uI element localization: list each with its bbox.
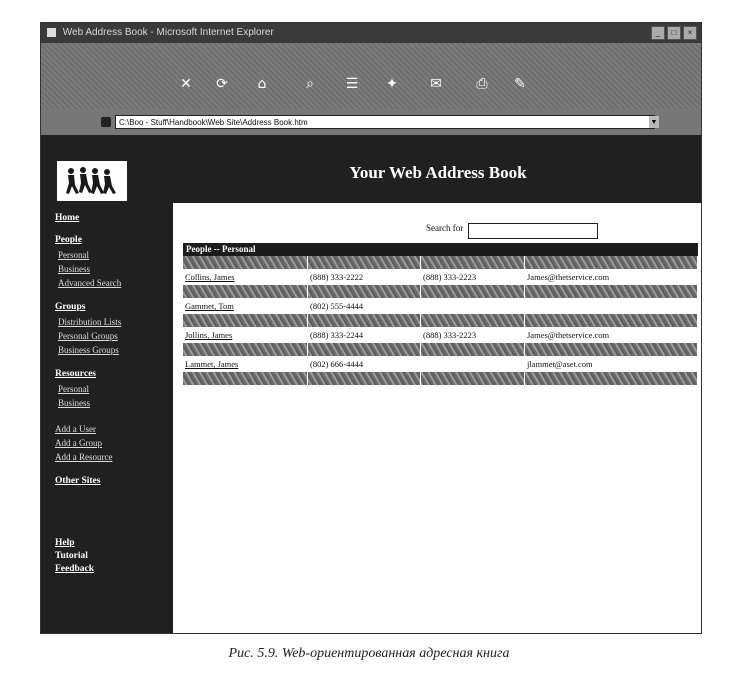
email-cell	[525, 343, 698, 356]
maximize-button[interactable]: □	[667, 26, 681, 40]
sidebar-item-business-groups[interactable]: Business Groups	[58, 345, 119, 355]
ie-app-icon	[47, 28, 56, 37]
contact-name-cell	[183, 372, 308, 385]
phone-1-cell: (888) 333-2244	[310, 330, 364, 340]
contact-name-cell[interactable]: Collins, James	[185, 272, 235, 282]
logo	[57, 161, 127, 201]
phone-1-cell: (802) 666-4444	[310, 359, 364, 369]
phone-2-cell: (888) 333-2223	[423, 330, 477, 340]
favorites-icon[interactable]: ☰	[345, 76, 359, 92]
sidebar-feedback-link[interactable]: Feedback	[55, 564, 95, 574]
phone-2-cell	[421, 285, 525, 298]
table-row	[183, 343, 698, 356]
contact-name-cell	[183, 314, 308, 327]
contact-name-cell[interactable]: Lammet, James	[185, 359, 239, 369]
phone-1-cell	[308, 314, 421, 327]
print-icon[interactable]: ⎙	[476, 76, 488, 92]
home-icon[interactable]: ⌂	[257, 76, 267, 92]
phone-1-cell	[308, 343, 421, 356]
phone-2-cell	[421, 314, 525, 327]
phone-1-cell	[308, 285, 421, 298]
sidebar-item-add-user[interactable]: Add a User	[55, 424, 96, 434]
close-button[interactable]: ×	[683, 26, 697, 40]
phone-2-cell	[421, 372, 525, 385]
email-cell	[525, 314, 698, 327]
email-cell	[525, 256, 698, 269]
history-icon[interactable]: ✦	[386, 76, 398, 92]
phone-1-cell: (888) 333-2222	[310, 272, 364, 282]
stop-icon[interactable]: ✕	[180, 76, 192, 92]
sidebar-item-resources-personal[interactable]: Personal	[58, 384, 89, 394]
sidebar-item-people-business[interactable]: Business	[58, 264, 91, 274]
table-body	[183, 256, 698, 385]
sidebar-item-add-resource[interactable]: Add a Resource	[55, 452, 113, 462]
table-row	[183, 256, 698, 269]
window-title: Web Address Book - Microsoft Internet Explorer	[62, 27, 274, 38]
sidebar-home-link[interactable]: Home	[55, 213, 80, 223]
window-controls	[651, 26, 697, 40]
sidebar-help-link[interactable]: Help	[55, 538, 75, 548]
search-box	[426, 223, 598, 239]
contact-name-cell[interactable]: Gammet, Tom	[185, 301, 234, 311]
browser-toolbar	[41, 43, 701, 109]
email-cell	[525, 372, 698, 385]
search-label: Search for	[426, 223, 464, 234]
browser-window	[40, 22, 702, 634]
contact-name-cell[interactable]: Jollins, James	[185, 330, 233, 340]
contact-name-cell	[183, 343, 308, 356]
page-icon	[101, 117, 111, 127]
sidebar-nav	[55, 213, 165, 586]
address-input[interactable]: C:\Boo - Stuff\Handbook\Web Site\Address Book.htm	[115, 115, 655, 129]
phone-1-cell	[308, 372, 421, 385]
address-bar	[41, 109, 701, 135]
table-row	[183, 327, 698, 343]
table-title: People -- Personal	[183, 243, 698, 256]
table-row	[183, 298, 698, 314]
window-titlebar	[41, 23, 701, 43]
sidebar-item-add-group[interactable]: Add a Group	[55, 438, 102, 448]
chevron-down-icon[interactable]: ▼	[650, 118, 658, 126]
phone-1-cell	[308, 256, 421, 269]
minimize-button[interactable]: _	[651, 26, 665, 40]
page-title: Your Web Address Book	[349, 163, 527, 182]
search-input[interactable]	[468, 223, 598, 239]
people-table	[183, 243, 698, 385]
sidebar-item-advanced-search[interactable]: Advanced Search	[58, 278, 122, 288]
sidebar-tutorial-link[interactable]: Tutorial	[55, 551, 88, 561]
sidebar-item-people-personal[interactable]: Personal	[58, 250, 89, 260]
runners-logo-icon	[57, 161, 127, 201]
sidebar-people-heading[interactable]: People	[55, 235, 82, 245]
phone-2-cell	[421, 256, 525, 269]
sidebar-groups-heading[interactable]: Groups	[55, 302, 86, 312]
email-cell: jlammet@aset.com	[527, 359, 593, 369]
phone-2-cell: (888) 333-2223	[423, 272, 477, 282]
table-row	[183, 269, 698, 285]
edit-icon[interactable]: ✎	[514, 76, 526, 92]
refresh-icon[interactable]: ⟳	[216, 76, 228, 92]
table-row	[183, 372, 698, 385]
email-cell: James@thetservice.com	[527, 330, 610, 340]
contact-name-cell	[183, 285, 308, 298]
sidebar-item-personal-groups[interactable]: Personal Groups	[58, 331, 118, 341]
sidebar-item-distribution-lists[interactable]: Distribution Lists	[58, 317, 122, 327]
phone-2-cell	[421, 343, 525, 356]
email-cell	[525, 285, 698, 298]
sidebar-item-resources-business[interactable]: Business	[58, 398, 91, 408]
email-cell: James@thetservice.com	[527, 272, 610, 282]
sidebar-other-sites-link[interactable]: Other Sites	[55, 476, 101, 486]
table-row	[183, 285, 698, 298]
table-row	[183, 356, 698, 372]
phone-1-cell: (802) 555-4444	[310, 301, 364, 311]
figure-caption: Рис. 5.9. Web-ориентированная адресная книга	[228, 646, 510, 661]
main-content	[173, 203, 701, 633]
search-icon[interactable]: ⌕	[306, 76, 314, 92]
sidebar-resources-heading[interactable]: Resources	[55, 369, 96, 379]
table-row	[183, 314, 698, 327]
contact-name-cell	[183, 256, 308, 269]
mail-icon[interactable]: ✉	[430, 76, 442, 92]
web-page	[41, 135, 701, 634]
